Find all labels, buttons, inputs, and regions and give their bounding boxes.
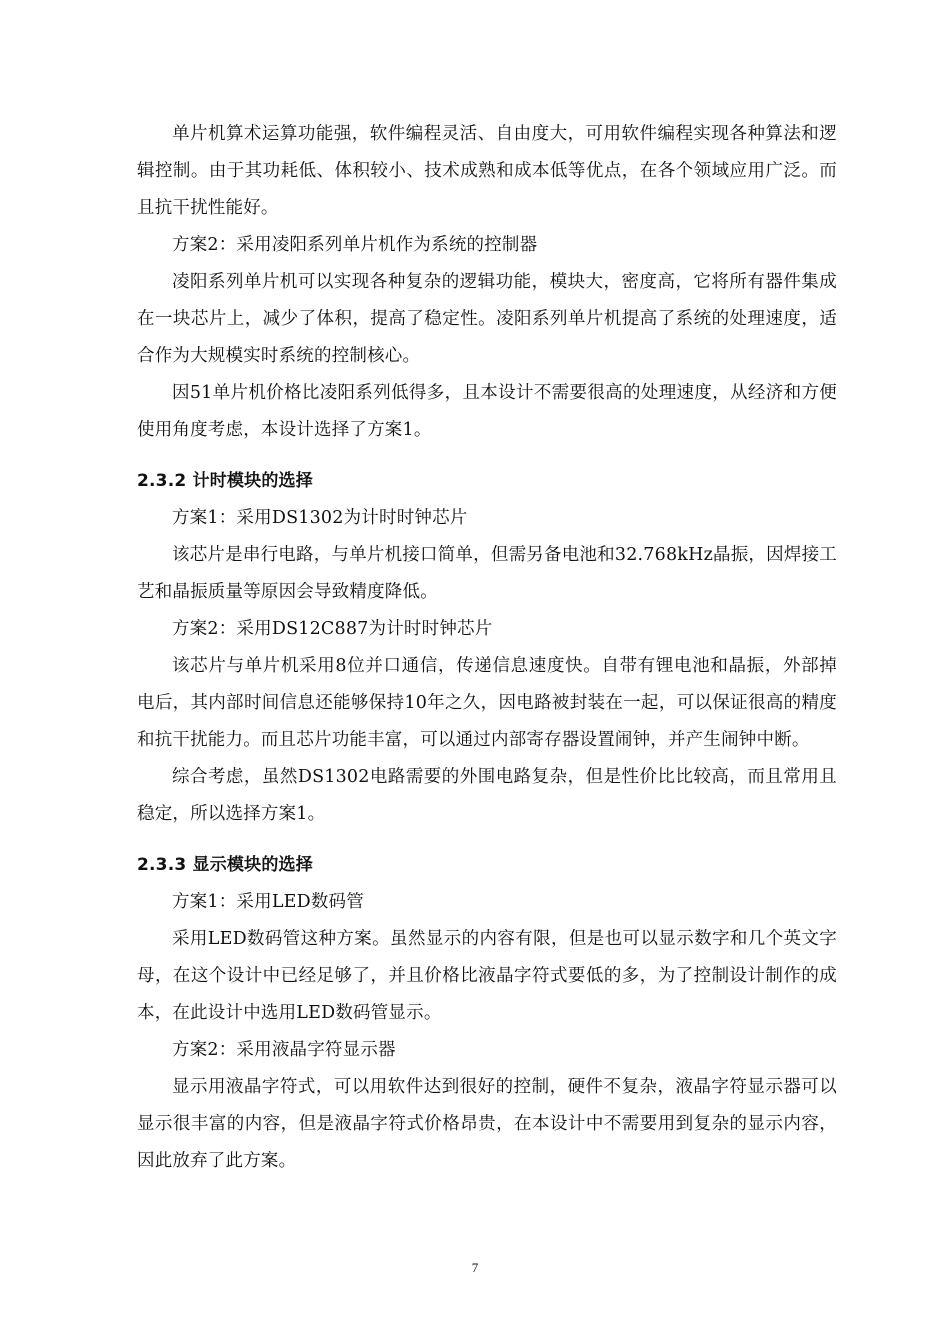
paragraph-controller-conclusion: 因51单片机价格比凌阳系列低得多，且本设计不需要很高的处理速度，从经济和方便使用角度考虑，本设计选择了方案1。 xyxy=(137,383,837,440)
paragraph-ds1302-description: 该芯片是串行电路，与单片机接口简单，但需另备电池和32.768kHz晶振，因焊接工艺和晶振质量等原因会导致精度降低。 xyxy=(137,545,837,602)
paragraph-sunplus-description: 凌阳系列单片机可以实现各种复杂的逻辑功能，模块大，密度高，它将所有器件集成在一块芯片上，减少了体积，提高了稳定性。凌阳系列单片机提高了系统的处理速度，适合作为大规模实时系统的控制核心。 xyxy=(137,272,837,366)
option-2-lcd: 方案2：采用液晶字符显示器 xyxy=(172,1040,396,1060)
heading-display-module: 2.3.3 显示模块的选择 xyxy=(137,855,313,875)
paragraph-lcd-description: 显示用液晶字符式，可以用软件达到很好的控制，硬件不复杂，液晶字符显示器可以显示很丰富的内容，但是液晶字符式价格昂贵，在本设计中不需要用到复杂的显示内容，因此放弃了此方案。 xyxy=(137,1077,837,1171)
option-2-sunplus: 方案2：采用凌阳系列单片机作为系统的控制器 xyxy=(172,235,538,255)
paragraph-led-description: 采用LED数码管这种方案。虽然显示的内容有限，但是也可以显示数字和几个英文字母，在这个设计中已经足够了，并且价格比液晶字符式要低的多，为了控制设计制作的成本，在此设计中选用LED数码管显示。 xyxy=(137,929,837,1023)
page-content xyxy=(137,116,837,1180)
heading-timing-module: 2.3.2 计时模块的选择 xyxy=(137,471,313,491)
paragraph-ds12c887-description: 该芯片与单片机采用8位并口通信，传递信息速度快。自带有锂电池和晶振，外部掉电后，其内部时间信息还能够保持10年之久，因电路被封装在一起，可以保证很高的精度和抗干扰能力。而且芯片功能丰富，可以通过内部寄存器设置闹钟，并产生闹钟中断。 xyxy=(137,656,837,750)
paragraph-timing-conclusion: 综合考虑，虽然DS1302电路需要的外围电路复杂，但是性价比比较高，而且常用且稳定，所以选择方案1。 xyxy=(137,767,837,824)
page-number: 7 xyxy=(471,1260,479,1275)
option-1-led: 方案1：采用LED数码管 xyxy=(172,892,364,912)
option-2-ds12c887: 方案2：采用DS12C887为计时时钟芯片 xyxy=(172,619,493,639)
paragraph-mcu-advantages: 单片机算术运算功能强，软件编程灵活、自由度大，可用软件编程实现各种算法和逻辑控制。由于其功耗低、体积较小、技术成熟和成本低等优点，在各个领域应用广泛。而且抗干扰性能好。 xyxy=(137,124,837,218)
option-1-ds1302: 方案1：采用DS1302为计时时钟芯片 xyxy=(172,508,468,528)
